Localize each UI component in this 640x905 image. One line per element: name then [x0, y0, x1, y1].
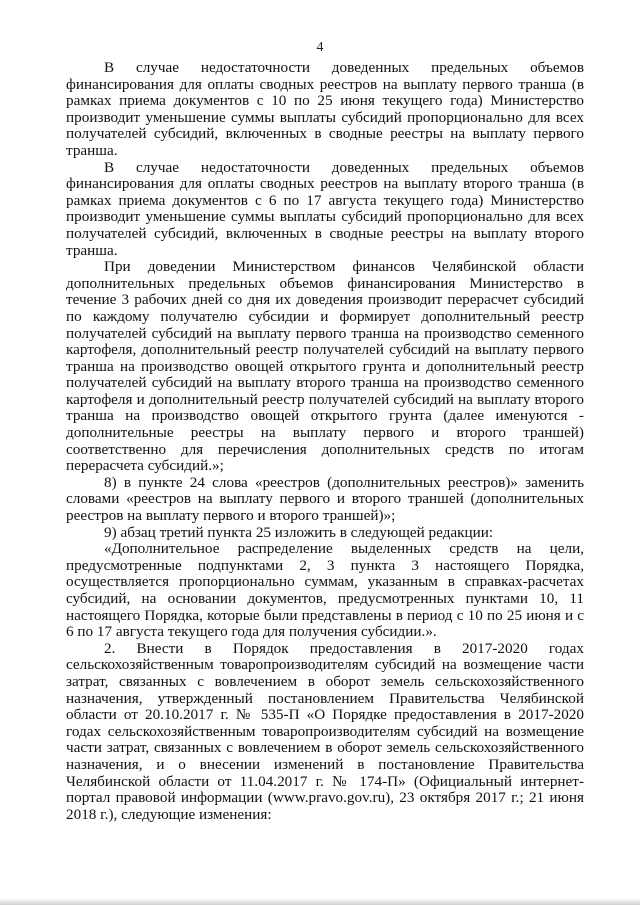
- paragraph-additional-limits: При доведении Министерством финансов Челябинской области дополнительных предельных объемов финансирования Министерство в течение 3 рабочих дней со дня их доведения производит перерасчет субсидий по каждому получателю субсидии и формирует дополнительный реестр получателей субсидий на выплату первого транша на производство семенного картофеля, дополнительный реестр получателей субсидий на выплату первого транша на производство овощей открытого грунта и дополнительный реестр получателей субсидий на выплату второго транша на производство семенного картофеля и дополнительный реестр получателей субсидий на выплату второго транша на производство овощей открытого грунта (далее именуются - дополнительные реестры на выплату первого и второго траншей) соответственно для перечисления дополнительных средств по итогам перерасчета субсидий.»;: [66, 258, 584, 475]
- page-number: 4: [316, 40, 324, 55]
- paragraph-second-tranche-shortfall: В случае недостаточности доведенных предельных объемов финансирования для оплаты сводных реестров на выплату второго транша (в рамках приема документов с 6 по 17 августа текущего года) Министерство производит уменьшение суммы выплаты субсидий пропорционально для всех получателей субсидий, включенных в сводные реестры на выплату второго транша.: [66, 158, 584, 259]
- scan-bottom-edge: [0, 898, 640, 905]
- paragraph-first-tranche-shortfall: В случае недостаточности доведенных предельных объемов финансирования для оплаты сводных реестров на выплату первого транша (в рамках приема документов с 10 по 25 июня текущего года) Министерство производит уменьшение суммы выплаты субсидий пропорционально для всех получателей субсидий, включенных в сводные реестры на выплату первого транша.: [66, 59, 584, 159]
- list-item-8: 8) в пункте 24 слова «реестров (дополнительных реестров)» заменить словами «реестров на выплату первого и второго траншей (дополнительных реестров на выплату первого и второго траншей)»;: [66, 473, 584, 525]
- paragraph-quoted-redistribution: «Дополнительное распределение выделенных средств на цели, предусмотренные подпунктами 2, 3 пункта 3 настоящего Порядка, осуществляется пропорционально суммам, указанным в справках-расчетах субсидий, на основании документов, предусмотренных пунктами 10, 11 настоящего Порядка, которые были представлены в период с 10 по 25 июня и с 6 по 17 августа текущего года для получения субсидии.».: [66, 540, 584, 641]
- document-body: [66, 60, 584, 823]
- list-item-9: 9) абзац третий пункта 25 изложить в следующей редакции:: [104, 523, 494, 541]
- paragraph-section-2: 2. Внести в Порядок предоставления в 2017-2020 годах сельскохозяйственным товаропроизводителям субсидий на возмещение части затрат, связанных с вовлечением в оборот земель сельскохозяйственного назначения, утвержденный постановлением Правительства Челябинской области от 20.10.2017 г. № 535-П «О Порядке предоставления в 2017-2020 годах сельскохозяйственным товаропроизводителям субсидий на возмещение части затрат, связанных с вовлечением в оборот земель сельскохозяйственного назначения, и о внесении изменений в постановление Правительства Челябинской области от 11.04.2017 г. № 174-П» (Официальный интернет-портал правовой информации (www.pravo.gov.ru), 23 октября 2017 г.; 21 июня 2018 г.), следующие изменения:: [66, 639, 584, 823]
